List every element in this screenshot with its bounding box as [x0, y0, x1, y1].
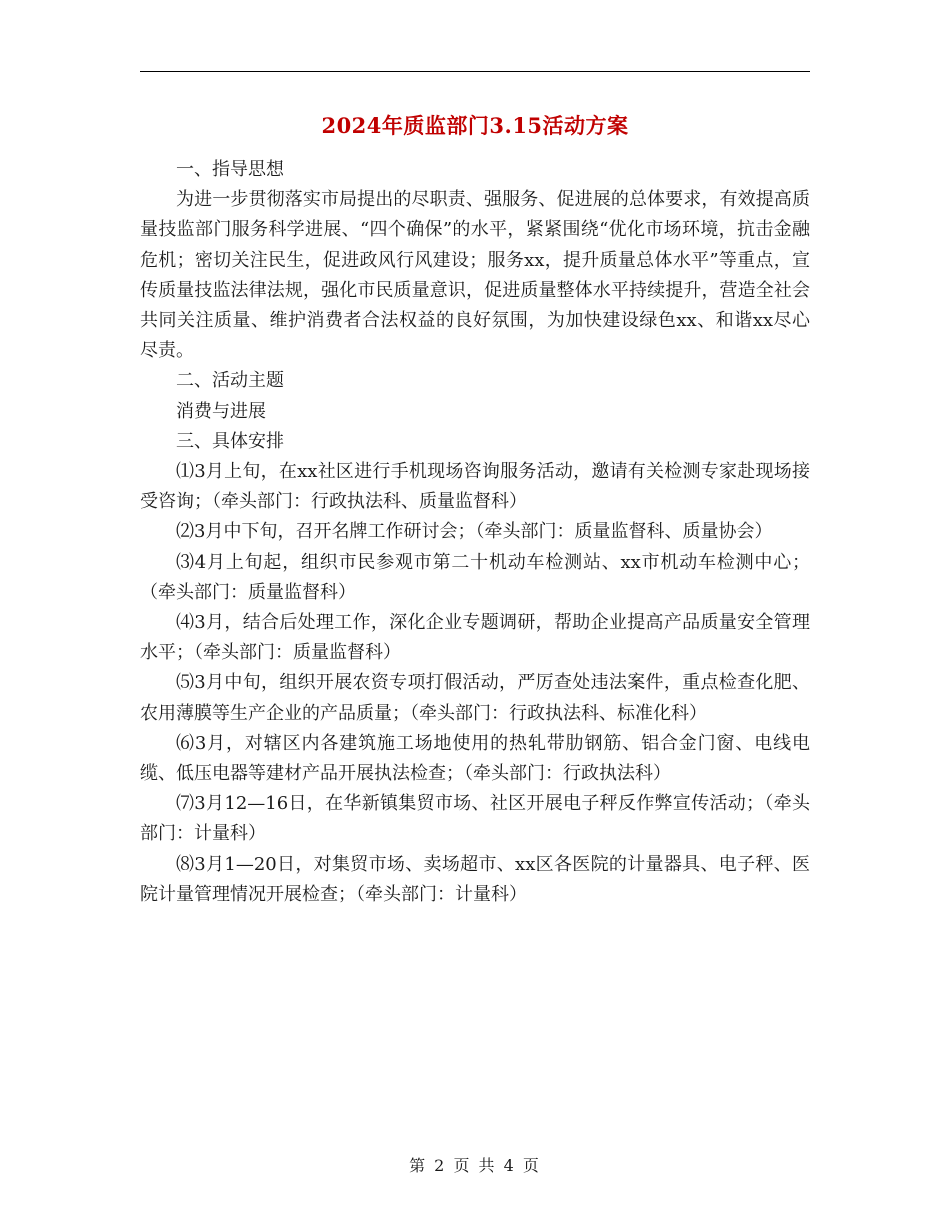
heading-activity-theme: 二、活动主题 [176, 370, 284, 392]
arrangement-item-4: ⑷3月，结合后处理工作，深化企业专题调研，帮助企业提高产品质量安全管理水平；（牵头部门：质量监督科） [140, 612, 810, 664]
arrangement-item-2: ⑵3月中下旬，召开名牌工作研讨会；（牵头部门：质量监督科、质量协会） [176, 521, 773, 543]
page-number-footer: 第 2 页 共 4 页 [409, 1156, 541, 1175]
arrangement-item-8: ⑻3月1—20日，对集贸市场、卖场超市、xx区各医院的计量器具、电子秤、医院计量管理情况开展检查；（牵头部门：计量科） [140, 853, 810, 905]
document-body [140, 155, 810, 910]
document-title: 2024年质监部门3.15活动方案 [321, 113, 629, 138]
arrangement-item-6: ⑹3月，对辖区内各建筑施工场地使用的热轧带肋钢筋、铝合金门窗、电线电缆、低压电器等建材产品开展执法检查；（牵头部门：行政执法科） [140, 732, 810, 785]
paragraph-guiding-thought: 为进一步贯彻落实市局提出的尽职责、强服务、促进展的总体要求，有效提高质量技监部门服务科学进展、“四个确保”的水平，紧紧围绕“优化市场环境，抗击金融危机；密切关注民生，促进政风行风建设；服务xx，提升质量总体水平”等重点，宣传质量技监法律法规，强化市民质量意识，促进质量整体水平持续提升，营造全社会共同关注质量、维护消费者合法权益的良好氛围，为加快建设绿色xx、和谐xx尽心尽责。 [140, 189, 810, 362]
heading-guiding-thought: 一、指导思想 [176, 159, 284, 180]
header-rule [140, 71, 810, 72]
arrangement-item-1: ⑴3月上旬，在xx社区进行手机现场咨询服务活动，邀请有关检测专家赴现场接受咨询；（牵头部门：行政执法科、质量监督科） [140, 461, 810, 513]
arrangement-item-7: ⑺3月12—16日，在华新镇集贸市场、社区开展电子秤反作弊宣传活动；（牵头部门：计量科） [140, 793, 810, 845]
heading-arrangements: 三、具体安排 [176, 430, 284, 452]
arrangement-item-5: ⑸3月中旬，组织开展农资专项打假活动，严厉查处违法案件，重点检查化肥、农用薄膜等生产企业的产品质量；（牵头部门：行政执法科、标准化科） [140, 672, 810, 724]
paragraph-activity-theme: 消费与进展 [176, 400, 266, 422]
arrangement-item-3: ⑶4月上旬起，组织市民参观市第二十机动车检测站、xx市机动车检测中心；（牵头部门：质量监督科） [140, 551, 810, 603]
